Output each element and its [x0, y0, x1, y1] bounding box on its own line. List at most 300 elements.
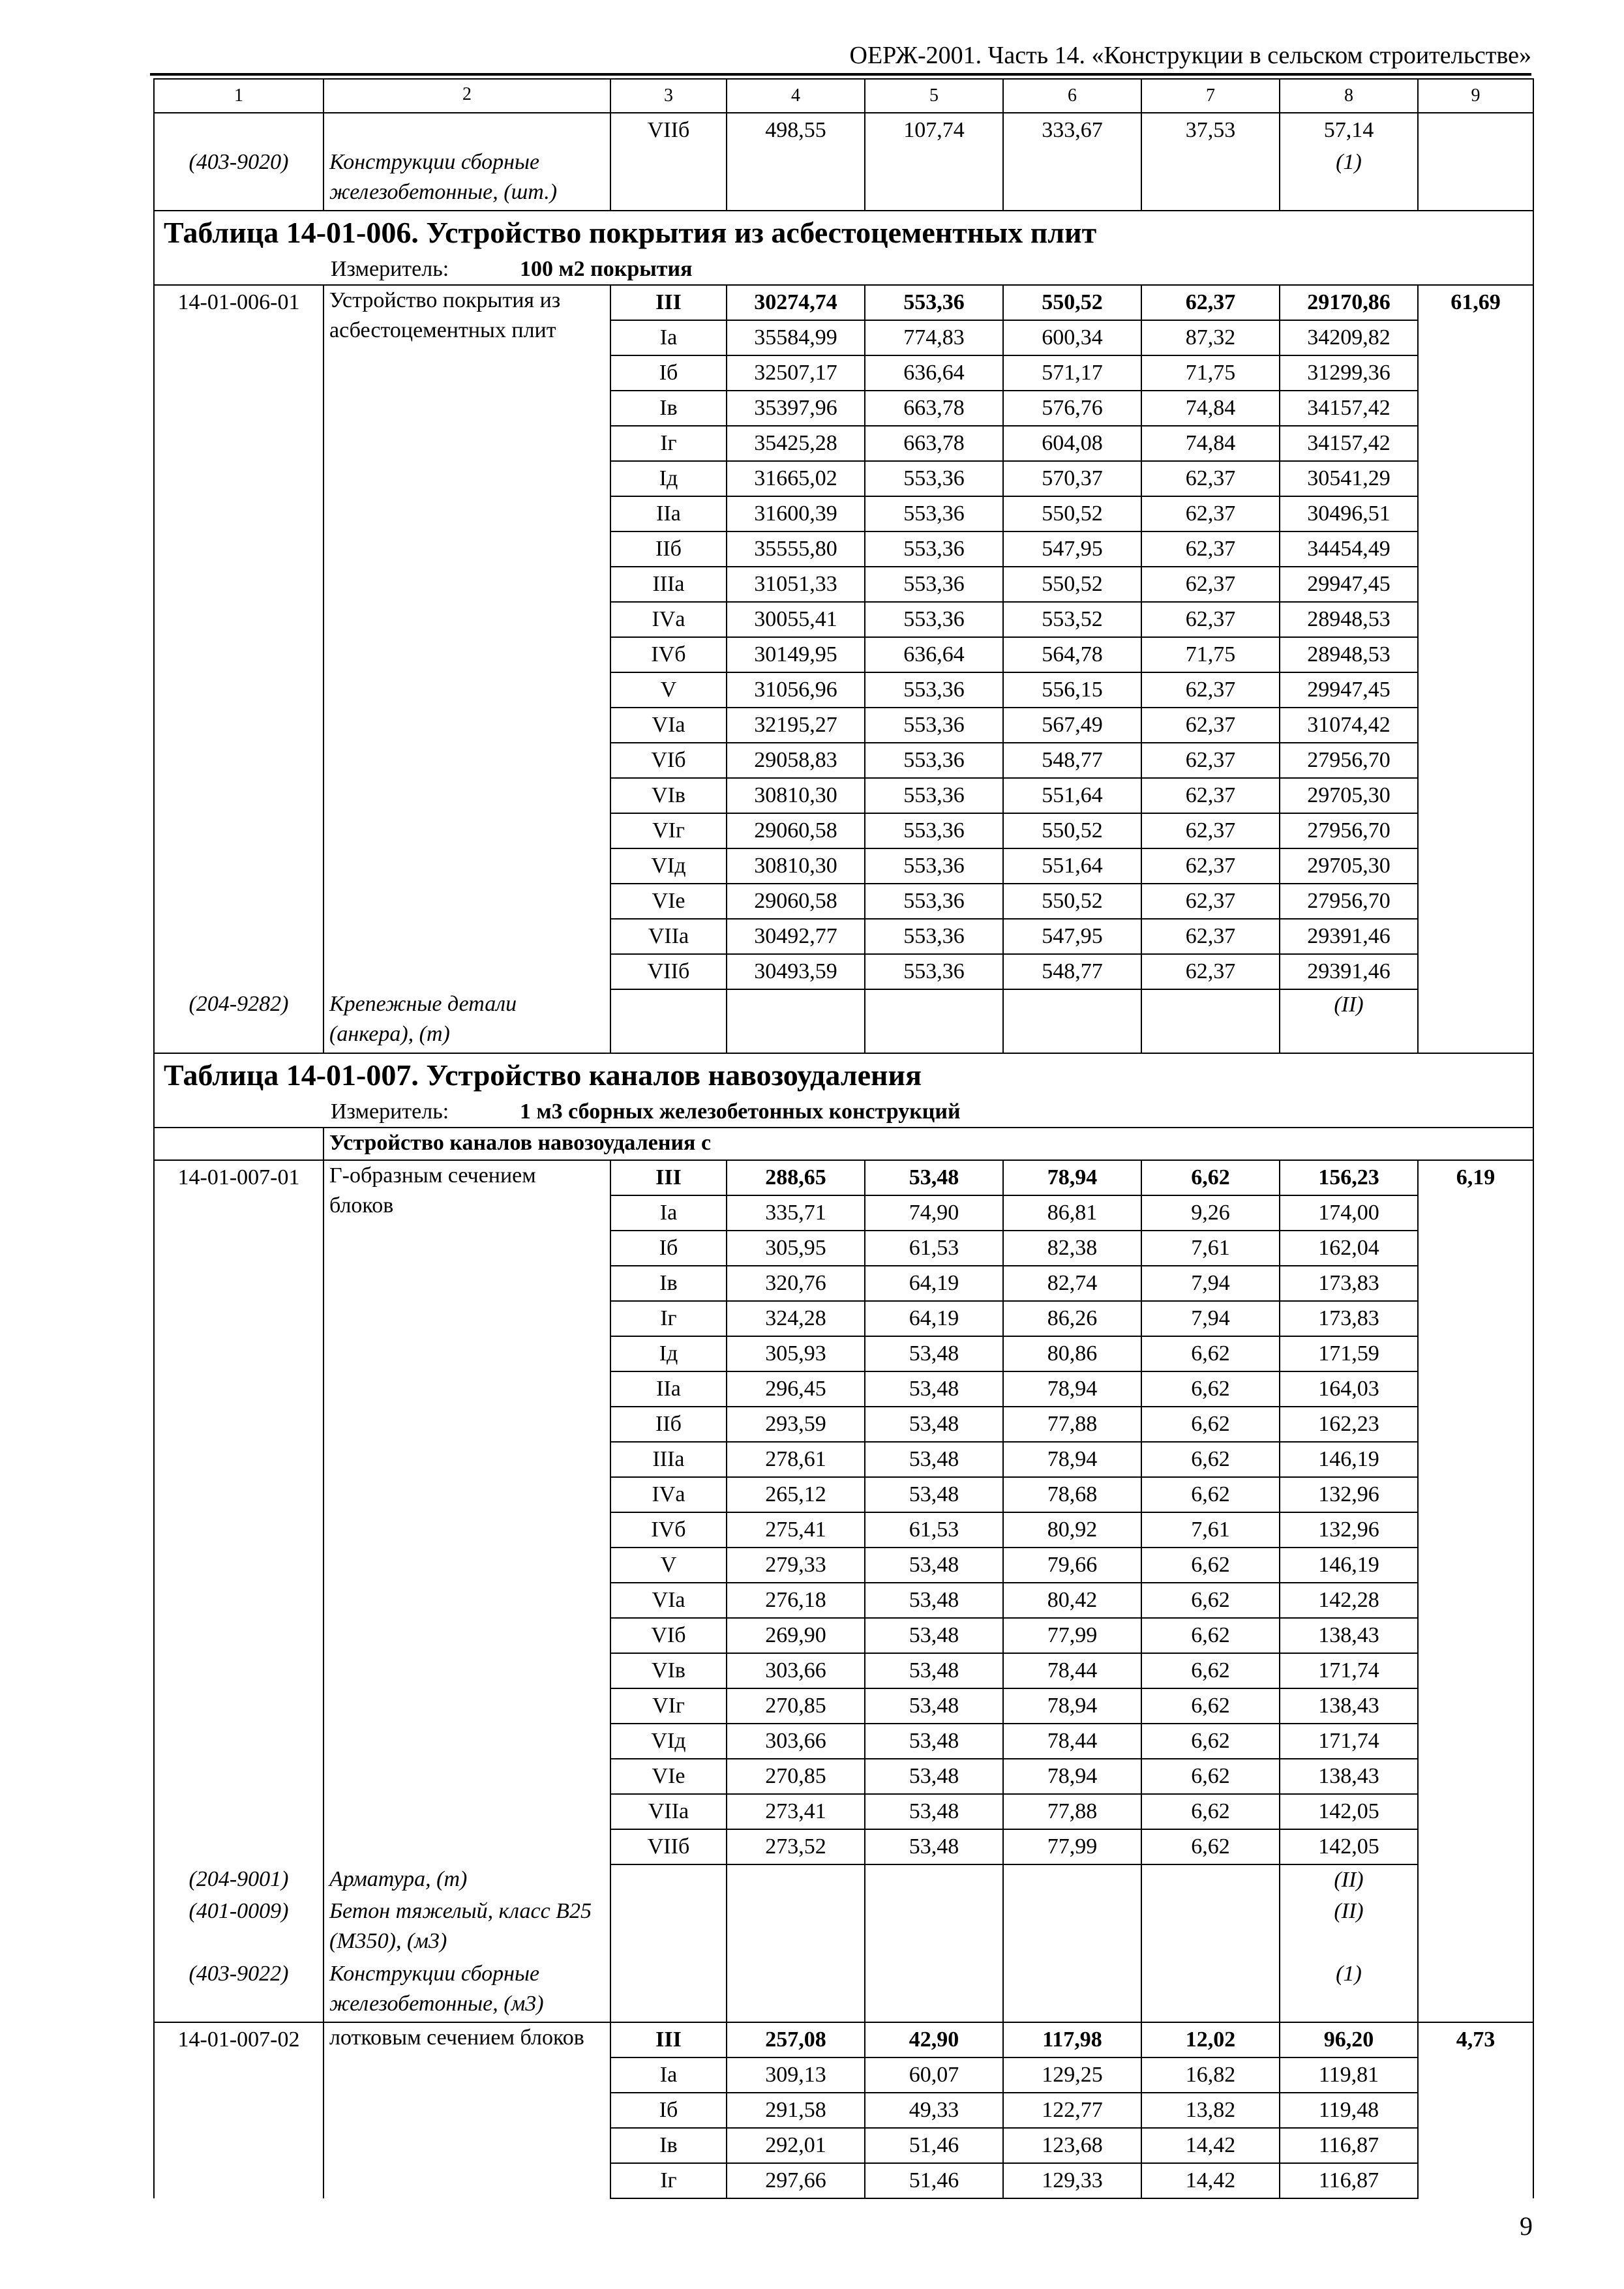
resource-name: Конструкции сборные железобетонные, (шт.): [323, 147, 610, 211]
region-cell: Iг: [610, 426, 727, 461]
value-cell: 116,87: [1280, 2128, 1418, 2163]
value-cell: 49,33: [865, 2093, 1003, 2128]
value-cell: 77,99: [1003, 1829, 1141, 1864]
value-cell: 564,78: [1003, 637, 1141, 672]
region-cell: Iд: [610, 461, 727, 496]
value-cell: 138,43: [1280, 1688, 1418, 1724]
column-number: 3: [610, 79, 727, 113]
empty-cell: [610, 1896, 727, 1959]
value-cell: 7,61: [1141, 1231, 1280, 1266]
value-cell: 156,23: [1280, 1160, 1418, 1195]
value-cell: 7,94: [1141, 1266, 1280, 1301]
empty-cell: [1003, 1896, 1141, 1959]
value-cell: 553,36: [865, 672, 1003, 708]
value-cell: 62,37: [1141, 531, 1280, 567]
value-cell: 74,84: [1141, 426, 1280, 461]
value-cell: 29947,45: [1280, 672, 1418, 708]
value-cell: 77,99: [1003, 1618, 1141, 1653]
resource-value: (II): [1280, 1864, 1418, 1896]
value-cell: 30274,74: [727, 285, 865, 320]
value-cell: 119,48: [1280, 2093, 1418, 2128]
value-cell: 6,62: [1141, 1477, 1280, 1512]
resource-name: Конструкции сборные железобетонные, (м3): [323, 1959, 610, 2022]
value-cell: 279,33: [727, 1548, 865, 1583]
value-cell: 146,19: [1280, 1442, 1418, 1477]
region-cell: Iа: [610, 1195, 727, 1231]
value-cell: 80,42: [1003, 1583, 1141, 1618]
value-cell: 6,62: [1141, 1548, 1280, 1583]
value-cell: 269,90: [727, 1618, 865, 1653]
value-cell: 273,52: [727, 1829, 865, 1864]
column-number: 4: [727, 79, 865, 113]
value-cell: 305,93: [727, 1336, 865, 1371]
value-cell: 29391,46: [1280, 954, 1418, 989]
value-cell: 553,36: [865, 567, 1003, 602]
column-number-row: [154, 79, 1533, 113]
value-cell: 53,48: [865, 1759, 1003, 1794]
value-cell: 265,12: [727, 1477, 865, 1512]
empty-cell: [1141, 1864, 1280, 1896]
value-cell: 29060,58: [727, 813, 865, 848]
value-cell: 122,77: [1003, 2093, 1141, 2128]
value-cell: 31074,42: [1280, 708, 1418, 743]
value-cell: 62,37: [1141, 461, 1280, 496]
item-code: 14-01-007-01: [154, 1160, 323, 1864]
value-cell: 35584,99: [727, 320, 865, 355]
value-cell: 27956,70: [1280, 884, 1418, 919]
value-cell: 13,82: [1141, 2093, 1280, 2128]
meter-line: [154, 254, 1533, 285]
value-cell: 30492,77: [727, 919, 865, 954]
value-cell: 550,52: [1003, 285, 1141, 320]
index-value: 6,19: [1418, 1160, 1533, 1864]
item-name: Устройство покрытия из асбестоцементных плит: [323, 285, 610, 989]
value-cell: 78,94: [1003, 1371, 1141, 1407]
item-code: 14-01-006-01: [154, 285, 323, 989]
value-cell: 60,07: [865, 2057, 1003, 2093]
resource-value: (II): [1280, 1896, 1418, 1959]
value-cell: 77,88: [1003, 1407, 1141, 1442]
value-cell: 553,36: [865, 743, 1003, 778]
value-cell: 51,46: [865, 2163, 1003, 2198]
empty-cell: [865, 1896, 1003, 1959]
value-cell: 6,62: [1141, 1160, 1280, 1195]
value-cell: 62,37: [1141, 954, 1280, 989]
value-cell: 146,19: [1280, 1548, 1418, 1583]
region-cell: VIа: [610, 1583, 727, 1618]
value-cell: 29947,45: [1280, 567, 1418, 602]
empty-cell: [727, 1864, 865, 1896]
value-cell: 78,94: [1003, 1160, 1141, 1195]
value-cell: 30496,51: [1280, 496, 1418, 531]
value-cell: 51,46: [865, 2128, 1003, 2163]
value-cell: 553,36: [865, 496, 1003, 531]
value-cell: 116,87: [1280, 2163, 1418, 2198]
region-cell: VIб: [610, 1618, 727, 1653]
resource-row: [154, 1864, 1533, 1896]
region-cell: VIд: [610, 848, 727, 884]
resource-name: Бетон тяжелый, класс В25 (М350), (м3): [323, 1896, 610, 1959]
value-cell: 142,05: [1280, 1829, 1418, 1864]
column-number: 5: [865, 79, 1003, 113]
value-cell: 31051,33: [727, 567, 865, 602]
value-cell: 53,48: [865, 1407, 1003, 1442]
region-cell: Iб: [610, 1231, 727, 1266]
meter-value: 1 м3 сборных железобетонных конструкций: [520, 1100, 961, 1124]
value-cell: 275,41: [727, 1512, 865, 1548]
value-cell: 6,62: [1141, 1442, 1280, 1477]
value-cell: 53,48: [865, 1829, 1003, 1864]
region-cell: VIг: [610, 813, 727, 848]
value-cell: 171,74: [1280, 1724, 1418, 1759]
empty-cell: [1141, 989, 1280, 1053]
value-cell: 53,48: [865, 1477, 1003, 1512]
resource-code: (204-9282): [154, 989, 323, 1053]
value-cell: 604,08: [1003, 426, 1141, 461]
value-cell: 62,37: [1141, 708, 1280, 743]
value-cell: 550,52: [1003, 813, 1141, 848]
value-cell: 53,48: [865, 1336, 1003, 1371]
value-cell: 173,83: [1280, 1266, 1418, 1301]
value-cell: 550,52: [1003, 884, 1141, 919]
empty-cell: [1003, 989, 1141, 1053]
empty-cell: [727, 989, 865, 1053]
value-cell: 80,86: [1003, 1336, 1141, 1371]
column-number: 8: [1280, 79, 1418, 113]
region-cell: VIб: [610, 743, 727, 778]
value-cell: 27956,70: [1280, 743, 1418, 778]
value-cell: 576,76: [1003, 391, 1141, 426]
region-cell: IIб: [610, 531, 727, 567]
value-cell: 74,90: [865, 1195, 1003, 1231]
value-cell: 62,37: [1141, 778, 1280, 813]
region-cell: VIа: [610, 708, 727, 743]
page-number: 9: [1520, 2211, 1533, 2241]
value-cell: 30493,59: [727, 954, 865, 989]
value-cell: 62,37: [1141, 813, 1280, 848]
value-cell: 14,42: [1141, 2128, 1280, 2163]
value-cell: 117,98: [1003, 2022, 1141, 2057]
value-cell: 257,08: [727, 2022, 865, 2057]
empty-cell: [1141, 1959, 1280, 2022]
value-cell: 142,05: [1280, 1794, 1418, 1829]
value-cell: 62,37: [1141, 672, 1280, 708]
value-cell: 61,53: [865, 1231, 1003, 1266]
value-cell: 553,36: [865, 708, 1003, 743]
empty-cell: [1003, 1864, 1141, 1896]
value-cell: 64,19: [865, 1266, 1003, 1301]
value-cell: 129,33: [1003, 2163, 1141, 2198]
value-cell: 553,36: [865, 813, 1003, 848]
resource-row: [154, 147, 1533, 211]
table-row: [154, 285, 1533, 320]
value-cell: 30810,30: [727, 848, 865, 884]
empty-cell: [154, 113, 323, 147]
region-cell: VIе: [610, 1759, 727, 1794]
value-cell: 276,18: [727, 1583, 865, 1618]
resource-code: (401-0009): [154, 1896, 323, 1959]
value-cell: 29060,58: [727, 884, 865, 919]
value-cell: 6,62: [1141, 1371, 1280, 1407]
value-cell: 30810,30: [727, 778, 865, 813]
value-cell: 164,03: [1280, 1371, 1418, 1407]
region-cell: IVб: [610, 1512, 727, 1548]
value-cell: 498,55: [727, 113, 865, 147]
value-cell: 62,37: [1141, 567, 1280, 602]
value-cell: 288,65: [727, 1160, 865, 1195]
value-cell: 553,36: [865, 461, 1003, 496]
empty-cell: [1003, 147, 1141, 211]
value-cell: 6,62: [1141, 1407, 1280, 1442]
empty-cell: [323, 113, 610, 147]
table-row: [154, 113, 1533, 147]
region-cell: VIIб: [610, 1829, 727, 1864]
value-cell: 31056,96: [727, 672, 865, 708]
region-cell: VIIа: [610, 919, 727, 954]
item-name: Г-образным сечением блоков: [323, 1160, 610, 1864]
value-cell: 28948,53: [1280, 637, 1418, 672]
value-cell: 297,66: [727, 2163, 865, 2198]
value-cell: 57,14: [1280, 113, 1418, 147]
value-cell: 30541,29: [1280, 461, 1418, 496]
value-cell: 64,19: [865, 1301, 1003, 1336]
value-cell: 29391,46: [1280, 919, 1418, 954]
value-cell: 87,32: [1141, 320, 1280, 355]
value-cell: 553,36: [865, 848, 1003, 884]
value-cell: 29705,30: [1280, 848, 1418, 884]
meter-label: Измеритель:: [331, 1100, 449, 1124]
value-cell: 774,83: [865, 320, 1003, 355]
value-cell: 162,23: [1280, 1407, 1418, 1442]
region-cell: Iб: [610, 2093, 727, 2128]
price-table: [153, 78, 1534, 2199]
empty-cell: [1418, 1959, 1533, 2022]
item-code: 14-01-007-02: [154, 2022, 323, 2198]
value-cell: 663,78: [865, 426, 1003, 461]
value-cell: 86,81: [1003, 1195, 1141, 1231]
value-cell: 132,96: [1280, 1477, 1418, 1512]
resource-row: [154, 1959, 1533, 2022]
value-cell: 32195,27: [727, 708, 865, 743]
value-cell: 278,61: [727, 1442, 865, 1477]
empty-cell: [865, 1864, 1003, 1896]
value-cell: 547,95: [1003, 531, 1141, 567]
value-cell: 53,48: [865, 1442, 1003, 1477]
value-cell: 6,62: [1141, 1794, 1280, 1829]
empty-cell: [1003, 1959, 1141, 2022]
value-cell: 567,49: [1003, 708, 1141, 743]
value-cell: 86,26: [1003, 1301, 1141, 1336]
region-cell: III: [610, 2022, 727, 2057]
value-cell: 553,52: [1003, 602, 1141, 637]
region-cell: Iа: [610, 320, 727, 355]
resource-code: (403-9020): [154, 147, 323, 211]
value-cell: 173,83: [1280, 1301, 1418, 1336]
empty-cell: [1418, 113, 1533, 147]
value-cell: 138,43: [1280, 1618, 1418, 1653]
value-cell: 34157,42: [1280, 426, 1418, 461]
value-cell: 123,68: [1003, 2128, 1141, 2163]
value-cell: 570,37: [1003, 461, 1141, 496]
region-cell: III: [610, 285, 727, 320]
resource-row: [154, 989, 1533, 1053]
region-cell: IIIа: [610, 1442, 727, 1477]
value-cell: 273,41: [727, 1794, 865, 1829]
region-cell: Iд: [610, 1336, 727, 1371]
value-cell: 31665,02: [727, 461, 865, 496]
value-cell: 129,25: [1003, 2057, 1141, 2093]
value-cell: 571,17: [1003, 355, 1141, 391]
region-cell: IIIа: [610, 567, 727, 602]
table-row: [154, 2022, 1533, 2057]
region-cell: VIв: [610, 778, 727, 813]
value-cell: 320,76: [727, 1266, 865, 1301]
value-cell: 303,66: [727, 1653, 865, 1688]
value-cell: 132,96: [1280, 1512, 1418, 1548]
value-cell: 636,64: [865, 637, 1003, 672]
value-cell: 553,36: [865, 602, 1003, 637]
region-cell: IVа: [610, 1477, 727, 1512]
value-cell: 553,36: [865, 531, 1003, 567]
value-cell: 551,64: [1003, 778, 1141, 813]
region-cell: Iб: [610, 355, 727, 391]
column-number: 9: [1418, 79, 1533, 113]
value-cell: 74,84: [1141, 391, 1280, 426]
value-cell: 62,37: [1141, 285, 1280, 320]
value-cell: 556,15: [1003, 672, 1141, 708]
resource-value: (II): [1280, 989, 1418, 1053]
value-cell: 30055,41: [727, 602, 865, 637]
empty-cell: [1418, 1864, 1533, 1896]
value-cell: 547,95: [1003, 919, 1141, 954]
empty-cell: [610, 147, 727, 211]
value-cell: 16,82: [1141, 2057, 1280, 2093]
value-cell: 53,48: [865, 1724, 1003, 1759]
empty-cell: [727, 1959, 865, 2022]
region-cell: IIб: [610, 1407, 727, 1442]
value-cell: 6,62: [1141, 1336, 1280, 1371]
region-cell: Iа: [610, 2057, 727, 2093]
value-cell: 12,02: [1141, 2022, 1280, 2057]
value-cell: 78,68: [1003, 1477, 1141, 1512]
value-cell: 62,37: [1141, 919, 1280, 954]
value-cell: 71,75: [1141, 637, 1280, 672]
value-cell: 119,81: [1280, 2057, 1418, 2093]
table-title: Таблица 14-01-006. Устройство покрытия из асбестоцементных плит: [154, 211, 1533, 254]
value-cell: 171,59: [1280, 1336, 1418, 1371]
region-cell: VIIб: [610, 113, 727, 147]
value-cell: 293,59: [727, 1407, 865, 1442]
region-cell: Iв: [610, 391, 727, 426]
region-cell: Iв: [610, 2128, 727, 2163]
value-cell: 7,61: [1141, 1512, 1280, 1548]
column-number: 6: [1003, 79, 1141, 113]
column-number: 2: [323, 79, 610, 113]
value-cell: 29705,30: [1280, 778, 1418, 813]
value-cell: 62,37: [1141, 496, 1280, 531]
value-cell: 296,45: [727, 1371, 865, 1407]
empty-cell: [1418, 147, 1533, 211]
value-cell: 71,75: [1141, 355, 1280, 391]
value-cell: 6,62: [1141, 1724, 1280, 1759]
value-cell: 42,90: [865, 2022, 1003, 2057]
page-header: ОЕРЖ-2001. Часть 14. «Конструкции в сельском строительстве»: [150, 38, 1531, 76]
value-cell: 53,48: [865, 1160, 1003, 1195]
column-number: 7: [1141, 79, 1280, 113]
resource-value: (1): [1280, 147, 1418, 211]
empty-cell: [154, 1128, 323, 1160]
value-cell: 553,36: [865, 285, 1003, 320]
value-cell: 553,36: [865, 778, 1003, 813]
value-cell: 62,37: [1141, 743, 1280, 778]
empty-cell: [610, 1864, 727, 1896]
region-cell: IIа: [610, 1371, 727, 1407]
value-cell: 28948,53: [1280, 602, 1418, 637]
region-cell: VIIб: [610, 954, 727, 989]
value-cell: 270,85: [727, 1688, 865, 1724]
value-cell: 270,85: [727, 1759, 865, 1794]
region-cell: IVб: [610, 637, 727, 672]
value-cell: 53,48: [865, 1548, 1003, 1583]
region-cell: V: [610, 672, 727, 708]
value-cell: 62,37: [1141, 602, 1280, 637]
value-cell: 53,48: [865, 1618, 1003, 1653]
value-cell: 6,62: [1141, 1653, 1280, 1688]
value-cell: 171,74: [1280, 1653, 1418, 1688]
region-cell: Iг: [610, 1301, 727, 1336]
value-cell: 6,62: [1141, 1829, 1280, 1864]
value-cell: 142,28: [1280, 1583, 1418, 1618]
value-cell: 30149,95: [727, 637, 865, 672]
region-cell: V: [610, 1548, 727, 1583]
value-cell: 551,64: [1003, 848, 1141, 884]
empty-cell: [610, 1959, 727, 2022]
table-title: Таблица 14-01-007. Устройство каналов навозоудаления: [154, 1053, 1533, 1097]
region-cell: VIд: [610, 1724, 727, 1759]
value-cell: 79,66: [1003, 1548, 1141, 1583]
region-cell: Iв: [610, 1266, 727, 1301]
value-cell: 335,71: [727, 1195, 865, 1231]
region-cell: VIIа: [610, 1794, 727, 1829]
value-cell: 27956,70: [1280, 813, 1418, 848]
value-cell: 34209,82: [1280, 320, 1418, 355]
resource-name: Арматура, (т): [323, 1864, 610, 1896]
value-cell: 78,44: [1003, 1653, 1141, 1688]
empty-cell: [865, 1959, 1003, 2022]
value-cell: 6,62: [1141, 1583, 1280, 1618]
value-cell: 324,28: [727, 1301, 865, 1336]
value-cell: 31299,36: [1280, 355, 1418, 391]
value-cell: 32507,17: [727, 355, 865, 391]
resource-name: Крепежные детали (анкера), (т): [323, 989, 610, 1053]
empty-cell: [610, 989, 727, 1053]
value-cell: 37,53: [1141, 113, 1280, 147]
index-value: 4,73: [1418, 2022, 1533, 2198]
subheading: Устройство каналов навозоудаления с: [323, 1128, 1533, 1160]
value-cell: 292,01: [727, 2128, 865, 2163]
item-name: лотковым сечением блоков: [323, 2022, 610, 2198]
value-cell: 291,58: [727, 2093, 865, 2128]
column-number: 1: [154, 79, 323, 113]
index-value: 61,69: [1418, 285, 1533, 989]
value-cell: 34157,42: [1280, 391, 1418, 426]
value-cell: 80,92: [1003, 1512, 1141, 1548]
value-cell: 61,53: [865, 1512, 1003, 1548]
value-cell: 53,48: [865, 1688, 1003, 1724]
value-cell: 548,77: [1003, 954, 1141, 989]
value-cell: 550,52: [1003, 567, 1141, 602]
resource-row: [154, 1896, 1533, 1959]
